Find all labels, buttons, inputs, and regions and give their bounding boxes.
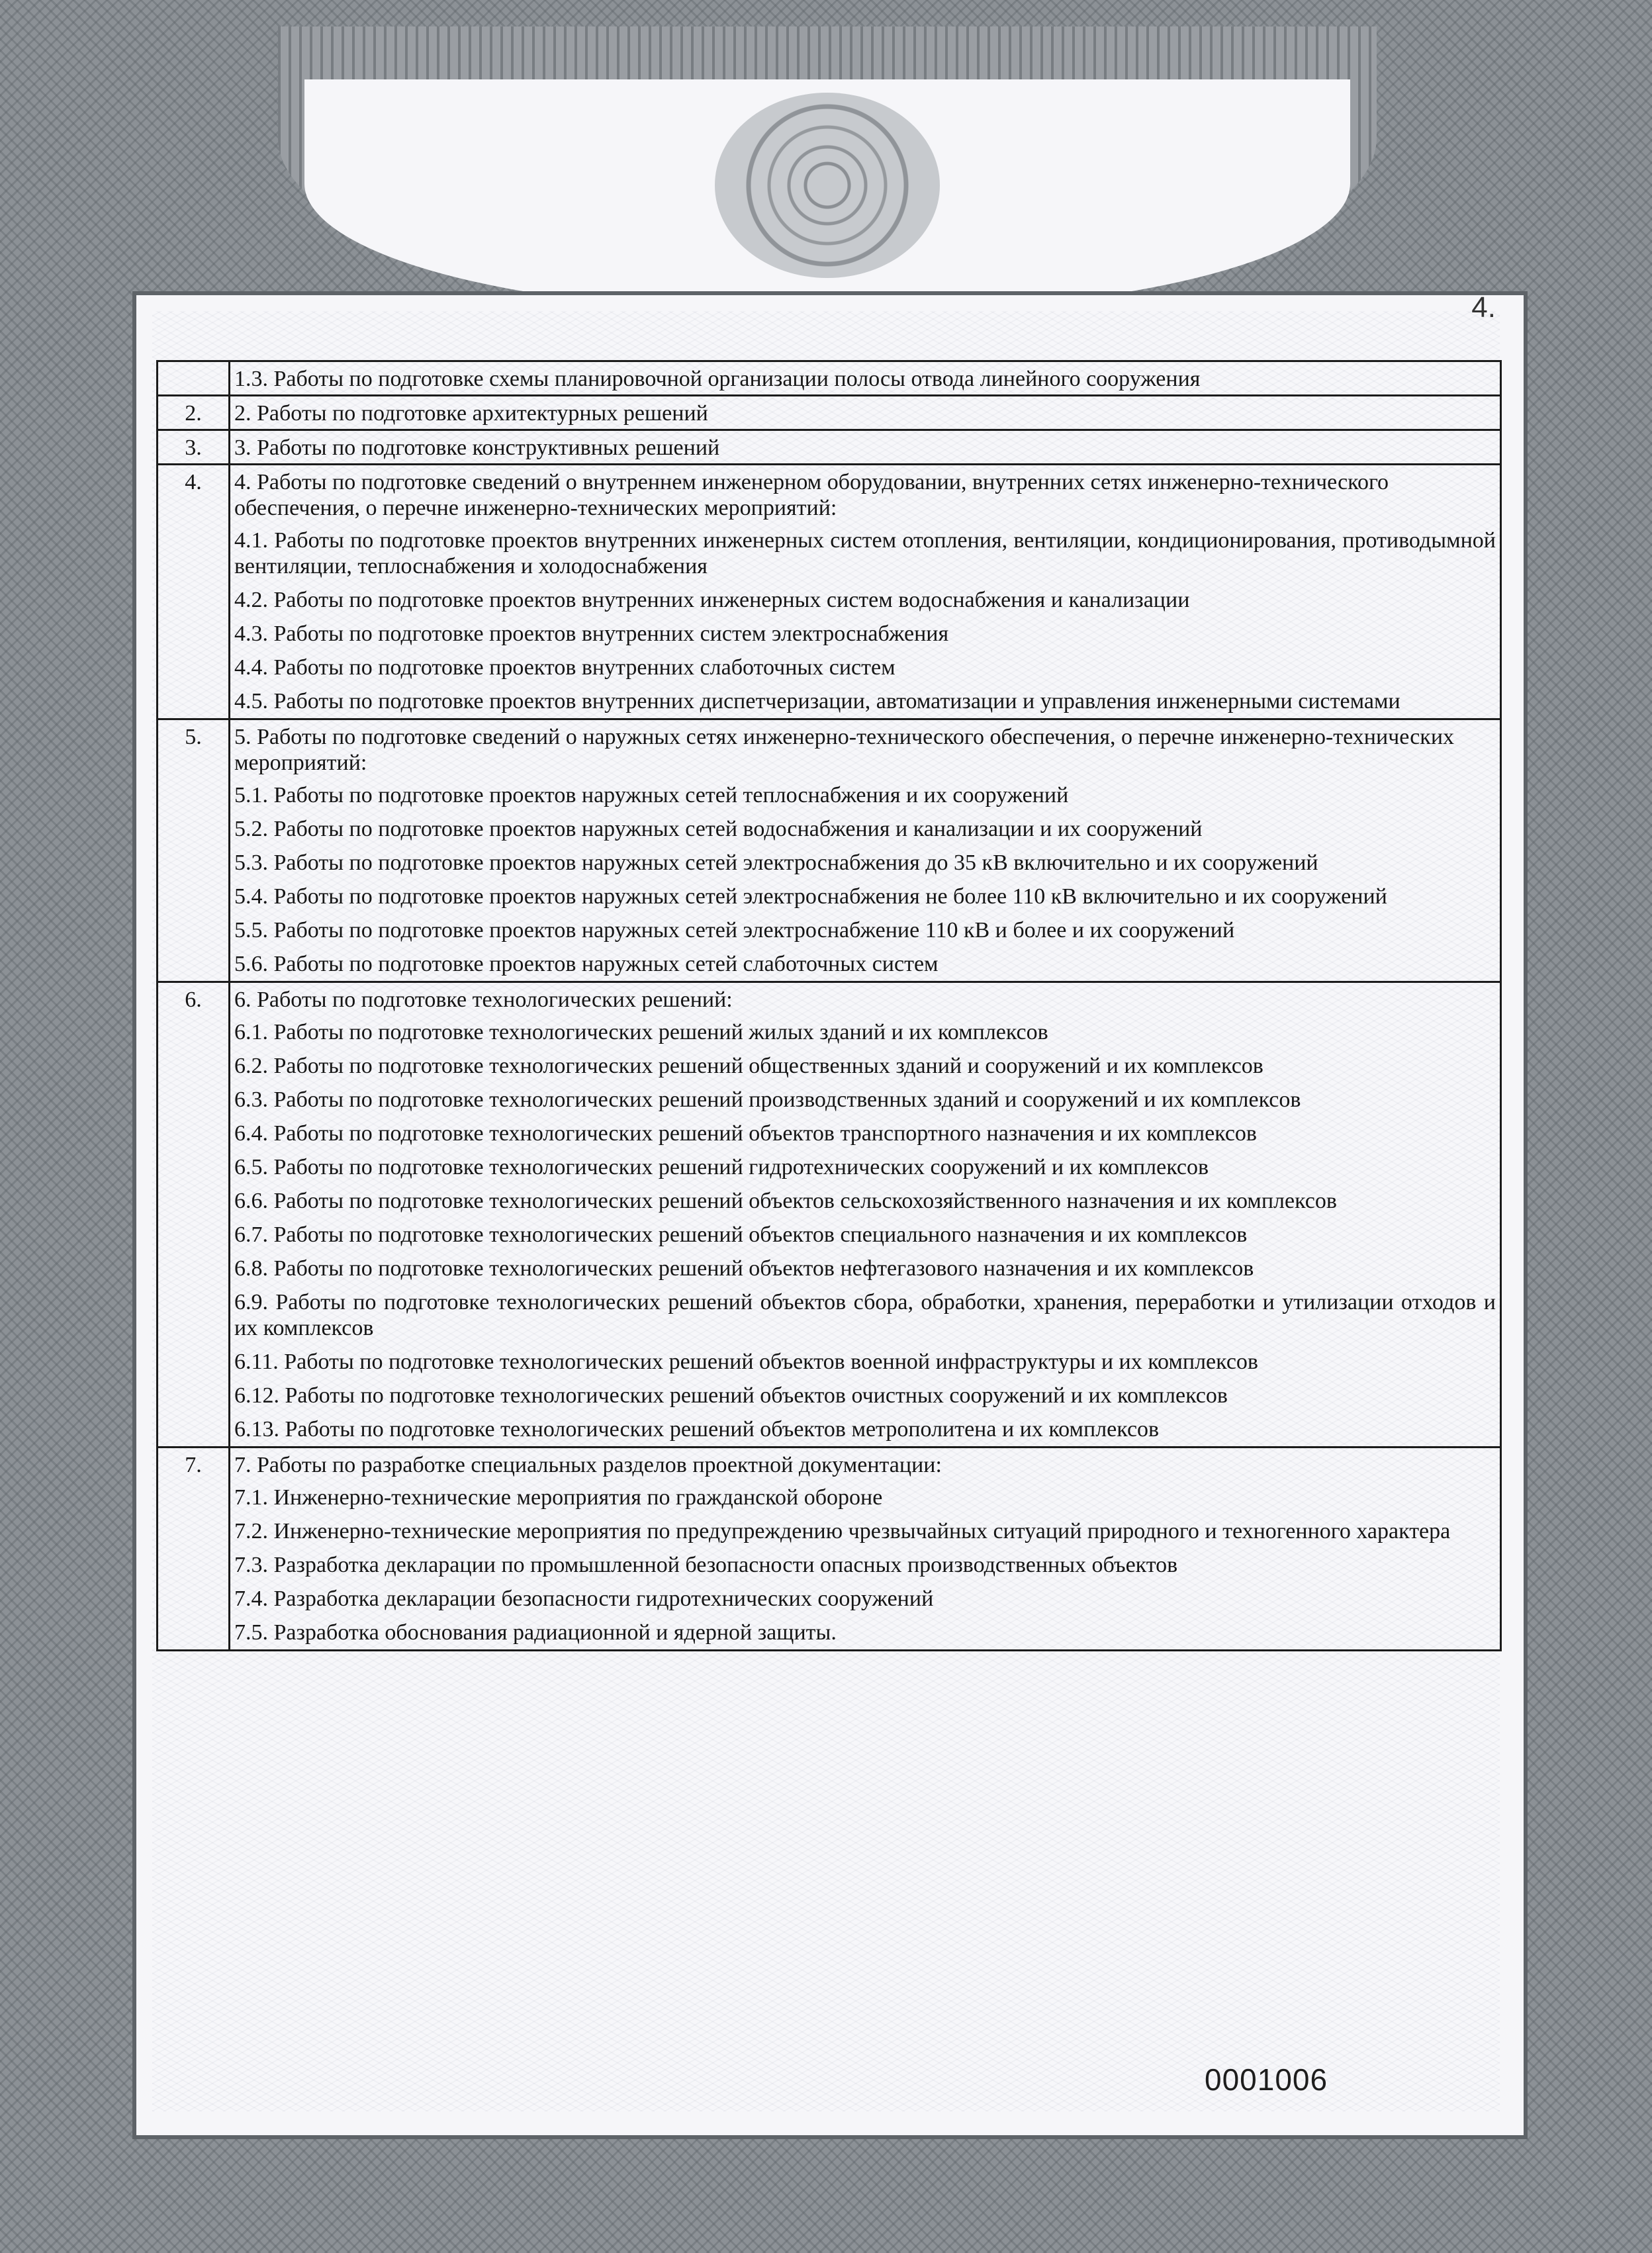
work-item: 7.5. Разработка обоснования радиационной и ядерной защиты. — [234, 1620, 837, 1645]
group-title: 1.3. Работы по подготовке схемы планировочной организации полосы отвода линейного сооружения — [234, 367, 1201, 391]
table-row — [158, 982, 1501, 1448]
row-number: 3. — [185, 436, 202, 460]
work-item: 6.4. Работы по подготовке технологических решений объектов транспортного назначения и их комплексов — [234, 1121, 1257, 1146]
work-item: 6.9. Работы по подготовке технологических решений объектов сбора, обработки, хранения, переработки и утилизации отходов и их комплексов — [234, 1290, 1496, 1340]
work-item: 6.7. Работы по подготовке технологических решений объектов специального назначения и их комплексов — [234, 1222, 1248, 1247]
work-types-table-body — [158, 361, 1501, 1651]
work-item: 6.8. Работы по подготовке технологических решений объектов нефтегазового назначения и их комплексов — [234, 1256, 1254, 1281]
work-item: 6.5. Работы по подготовке технологических решений гидротехнических сооружений и их комплексов — [234, 1155, 1209, 1179]
group-title: 3. Работы по подготовке конструктивных решений — [234, 436, 720, 460]
row-number-cell — [158, 465, 230, 719]
table-row — [158, 361, 1501, 396]
row-number-cell — [158, 719, 230, 982]
group-title: 6. Работы по подготовке технологических решений: — [234, 988, 733, 1012]
row-number-cell — [158, 396, 230, 430]
row-content-cell — [230, 1448, 1501, 1651]
work-item: 5.1. Работы по подготовке проектов наружных сетей теплоснабжения и их сооружений — [234, 783, 1069, 807]
row-content-cell — [230, 430, 1501, 465]
page-number: 4. — [1471, 291, 1496, 324]
group-title: 4. Работы по подготовке сведений о внутреннем инженерном оборудовании, внутренних сетях инженерно-технического обеспечения, о перечне инженерно-технических мероприятий: — [234, 470, 1389, 520]
table-row — [158, 1448, 1501, 1651]
work-item: 5.6. Работы по подготовке проектов наружных сетей слаботочных систем — [234, 952, 939, 976]
row-number: 2. — [185, 401, 202, 426]
work-item: 4.4. Работы по подготовке проектов внутренних слаботочных систем — [234, 655, 895, 680]
table-row — [158, 465, 1501, 719]
work-item: 7.2. Инженерно-технические мероприятия по предупреждению чрезвычайных ситуаций природного и техногенного характера — [234, 1519, 1451, 1543]
group-title: 2. Работы по подготовке архитектурных решений — [234, 401, 708, 426]
work-item: 4.1. Работы по подготовке проектов внутренних инженерных систем отопления, вентиляции, кондиционирования, противодымной вентиляции, теплоснабжения и холодоснабжения — [234, 528, 1496, 578]
work-item: 6.2. Работы по подготовке технологических решений общественных зданий и сооружений и их комплексов — [234, 1054, 1263, 1078]
work-item: 7.1. Инженерно-технические мероприятия по гражданской обороне — [234, 1485, 883, 1510]
row-number-cell — [158, 1448, 230, 1651]
row-content-cell — [230, 982, 1501, 1448]
work-item: 6.1. Работы по подготовке технологических решений жилых зданий и их комплексов — [234, 1020, 1048, 1044]
row-number-cell — [158, 361, 230, 396]
work-item: 7.4. Разработка декларации безопасности гидротехнических сооружений — [234, 1586, 934, 1611]
work-item: 6.13. Работы по подготовке технологических решений объектов метрополитена и их комплексов — [234, 1417, 1160, 1442]
table-row — [158, 430, 1501, 465]
row-number-cell — [158, 430, 230, 465]
work-item: 7.3. Разработка декларации по промышленной безопасности опасных производственных объектов — [234, 1553, 1178, 1577]
row-number: 4. — [185, 470, 202, 494]
row-number: 5. — [185, 725, 202, 749]
work-item: 4.5. Работы по подготовке проектов внутренних диспетчеризации, автоматизации и управления инженерными системами — [234, 689, 1400, 713]
work-item: 6.6. Работы по подготовке технологических решений объектов сельскохозяйственного назначения и их комплексов — [234, 1189, 1337, 1213]
serial-number: 0001006 — [1205, 2062, 1328, 2097]
work-item: 5.3. Работы по подготовке проектов наружных сетей электроснабжения до 35 кВ включительно и их сооружений — [234, 851, 1318, 875]
work-item: 5.2. Работы по подготовке проектов наружных сетей водоснабжения и канализации и их сооружений — [234, 817, 1203, 841]
row-content-cell — [230, 361, 1501, 396]
row-content-cell — [230, 396, 1501, 430]
work-types-table — [156, 360, 1502, 1651]
work-item: 6.3. Работы по подготовке технологических решений производственных зданий и сооружений и их комплексов — [234, 1087, 1301, 1112]
table-row — [158, 396, 1501, 430]
table-row — [158, 719, 1501, 982]
work-item: 4.3. Работы по подготовке проектов внутренних систем электроснабжения — [234, 621, 949, 646]
work-item: 5.4. Работы по подготовке проектов наружных сетей электроснабжения не более 110 кВ включительно и их сооружений — [234, 884, 1387, 909]
work-item: 4.2. Работы по подготовке проектов внутренних инженерных систем водоснабжения и канализации — [234, 588, 1190, 612]
row-number — [162, 362, 224, 369]
work-item: 5.5. Работы по подготовке проектов наружных сетей электроснабжение 110 кВ и более и их сооружений — [234, 918, 1235, 943]
work-item: 6.12. Работы по подготовке технологических решений объектов очистных сооружений и их комплексов — [234, 1383, 1228, 1408]
row-number-cell — [158, 982, 230, 1448]
security-rosette-emblem — [715, 93, 940, 278]
row-number: 6. — [185, 988, 202, 1012]
group-title: 7. Работы по разработке специальных разделов проектной документации: — [234, 1453, 942, 1477]
row-number: 7. — [185, 1453, 202, 1477]
row-content-cell — [230, 719, 1501, 982]
row-content-cell — [230, 465, 1501, 719]
work-item: 6.11. Работы по подготовке технологических решений объектов военной инфраструктуры и их комплексов — [234, 1350, 1258, 1374]
group-title: 5. Работы по подготовке сведений о наружных сетях инженерно-технического обеспечения, о перечне инженерно-технических мероприятий: — [234, 725, 1455, 775]
